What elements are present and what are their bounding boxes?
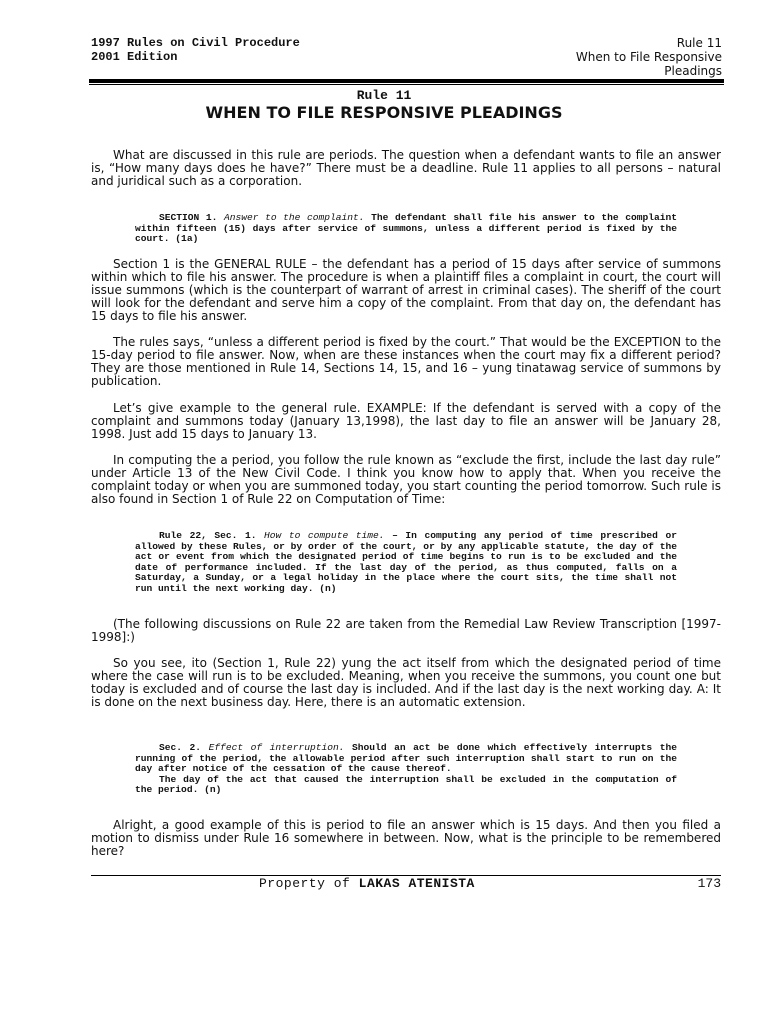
header-edition: 2001 Edition — [91, 50, 178, 64]
header-book-title: 1997 Rules on Civil Procedure — [91, 36, 300, 50]
header-rule-info — [576, 36, 722, 78]
paragraph-alright: Alright, a good example of this is period to file an answer which is 15 days. And then you filed a motion to dismiss under Rule 16 somewhere in between. Now, what is the principle to be remembered here? — [91, 818, 721, 858]
header-rule-title-line1: When to File Responsive — [575, 50, 722, 64]
header-rule-title-line2: Pleadings — [664, 64, 722, 78]
quote-section-2-second: The day of the act that caused the interruption shall be excluded in the computation of the period. (n) — [135, 773, 677, 795]
quote-section-2-text: Should an act be done which effectively interrupts the running of the period, the allowable period after such interruption shall start to run on the day after notice of the cessation of the cause thereof. — [135, 742, 677, 774]
page-number: 173 — [697, 876, 721, 891]
paragraph-general-rule: Section 1 is the GENERAL RULE – the defendant has a period of 15 days after service of summons within which to file his answer. The procedure is when a plaintiff files a complaint in court, the court will issue summons (which is the counterpart of warrant of arrest in criminal cases). The sheriff of the court will look for the defendant and serve him a copy of the complaint. From that day on, the defendant has 15 days to file his answer. — [91, 257, 721, 323]
footer-property-label: Property of — [259, 876, 351, 891]
footer-property — [259, 876, 475, 891]
quote-section-2 — [135, 743, 677, 775]
header-rule-number: Rule 11 — [676, 36, 722, 50]
paragraph-so-you-see: So you see, ito (Section 1, Rule 22) yung the act itself from which the designated period of time where the case will run is to be excluded. Meaning, when you receive the summons, you count one but today is excluded and of course the last day is included. And if the last day is the next working day. A: It is done on the next business day. Here, there is an automatic extension. — [91, 656, 721, 709]
header-divider — [89, 79, 724, 85]
quote-section-1-label: SECTION 1. — [159, 212, 218, 223]
header-book-info — [91, 36, 300, 64]
paragraph-exception: The rules says, “unless a different period is fixed by the court.” That would be the EXCEPTION to the 15-day period to file answer. Now, when are these instances when the court may fix a different period? They are those mentioned in Rule 14, Sections 14, 15, and 16 – yung tinatawag service of summons by publication. — [91, 335, 721, 388]
paragraph-transcription-note: (The following discussions on Rule 22 are taken from the Remedial Law Review Transcription [1997-1998]:) — [91, 617, 721, 644]
paragraph-intro: What are discussed in this rule are periods. The question when a defendant wants to file an answer is, “How many days does he have?” There must be a deadline. Rule 11 applies to all persons – natural and juridical such as a corporation. — [91, 148, 721, 188]
quote-rule-22-caption: How to compute time. — [264, 530, 385, 541]
quote-rule-22-sec-1 — [135, 531, 677, 594]
quote-section-1 — [135, 213, 677, 245]
paragraph-computing: In computing the a period, you follow the rule known as “exclude the first, include the last day rule” under Article 13 of the New Civil Code. I think you know how to apply that. When you receive the complaint today or when you are summoned today, you start counting the period tomorrow. Such rule is also found in Section 1 of Rule 22 on Computation of Time: — [91, 453, 721, 506]
rule-title: WHEN TO FILE RESPONSIVE PLEADINGS — [205, 103, 563, 122]
quote-rule-22-text: – In computing any period of time prescribed or allowed by these Rules, or by order of the court, or by any applicable statute, the day of the act or event from which the designated period of time begins to run is to be excluded and the date of performance included. If the last day of the period, as thus computed, falls on a Saturday, a Sunday, or a legal holiday in the place where the court sits, the time shall not run until the next working day. (n) — [135, 530, 677, 594]
quote-section-2-caption: Effect of interruption. — [208, 742, 345, 753]
quote-section-1-text: The defendant shall file his answer to the complaint within fifteen (15) days after service of summons, unless a different period is fixed by the court. (1a) — [135, 212, 678, 244]
paragraph-example: Let’s give example to the general rule. EXAMPLE: If the defendant is served with a copy of the complaint and summons today (January 13,1998), the last day to file an answer will be January 28, 1998. Just add 15 days to January 13. — [91, 401, 721, 441]
quote-section-2-label: Sec. 2. — [159, 742, 202, 753]
quote-rule-22-label: Rule 22, Sec. 1. — [159, 530, 257, 541]
rule-number: Rule 11 — [356, 88, 412, 103]
quote-section-1-caption: Answer to the complaint. — [223, 212, 365, 223]
footer-owner: LAKAS ATENISTA — [358, 876, 475, 891]
quote-section-2-block — [0, 743, 768, 796]
